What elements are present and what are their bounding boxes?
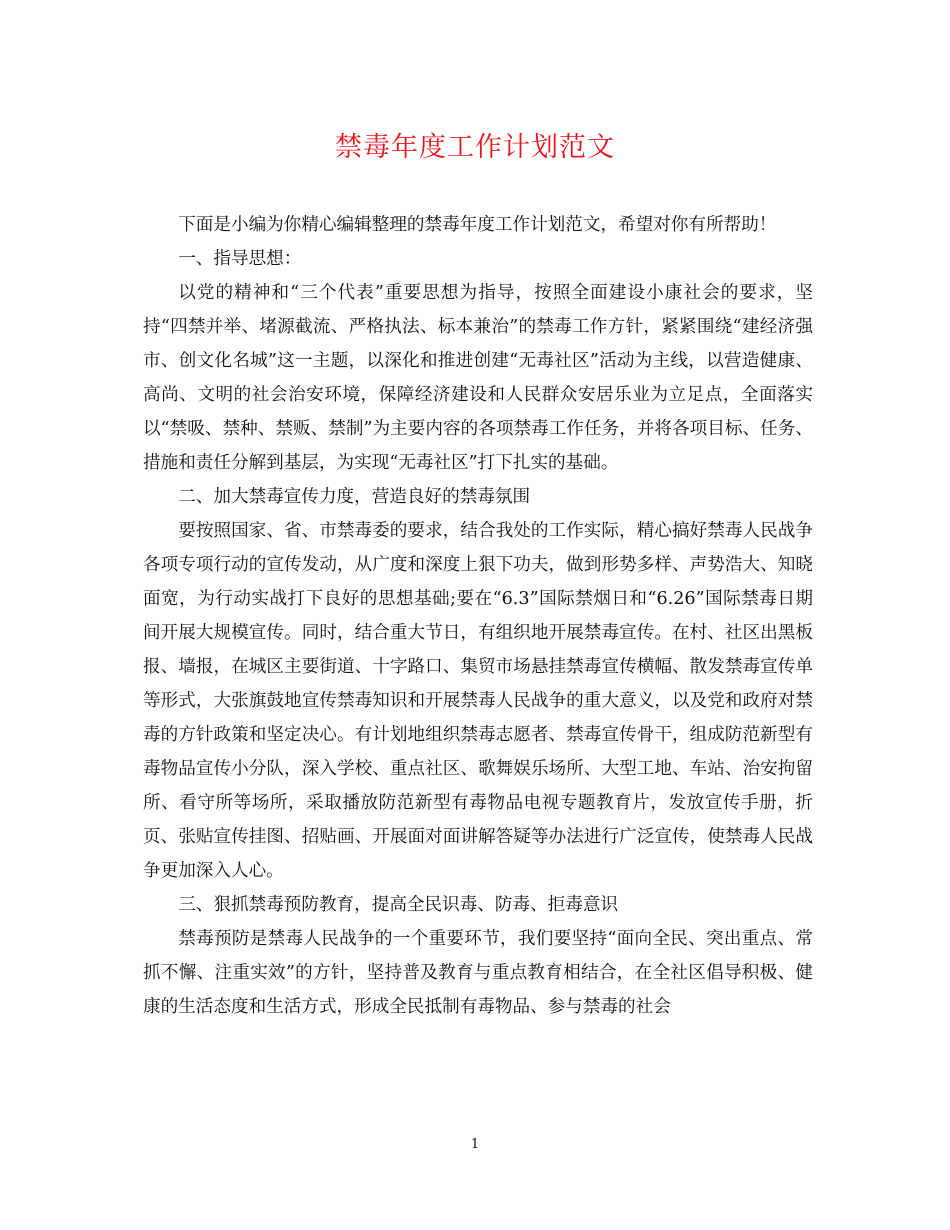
section-heading-1: 一、指导思想： — [178, 249, 302, 269]
section-1-paragraph: 以党的精神和“三个代表”重要思想为指导，按照全面建设小康社会的要求，坚持“四禁并举、堵源截流、严格执法、标本兼治”的禁毒工作方针，紧紧围绕“建经济强市、创文化名城”这一主题，以深化和推进创建“无毒社区”活动为主线，以营造健康、高尚、文明的社会治安环境，保障经济建设和人民群众安居乐业为立足点，全面落实以“禁吸、禁种、禁贩、禁制”为主要内容的各项禁毒工作任务，并将各项目标、任务、措施和责任分解到基层，为实现“无毒社区”打下扎实的基础。 — [143, 283, 813, 473]
section-heading-2: 二、加大禁毒宣传力度，营造良好的禁毒氛围 — [178, 487, 531, 507]
document-body — [143, 208, 813, 1024]
page-number: 1 — [470, 1137, 480, 1152]
section-2-paragraph: 要按照国家、省、市禁毒委的要求，结合我处的工作实际，精心搞好禁毒人民战争各项专项行动的宣传发动，从广度和深度上狠下功夫，做到形势多样、声势浩大、知晓面宽，为行动实战打下良好的思想基础;要在“6.3”国际禁烟日和“6.26”国际禁毒日期间开展大规模宣传。同时，结合重大节日，有组织地开展禁毒宣传。在村、社区出黑板报、墙报，在城区主要街道、十字路口、集贸市场悬挂禁毒宣传横幅、散发禁毒宣传单等形式，大张旗鼓地宣传禁毒知识和开展禁毒人民战争的重大意义，以及党和政府对禁毒的方针政策和坚定决心。有计划地组织禁毒志愿者、禁毒宣传骨干，组成防范新型有毒物品宣传小分队，深入学校、重点社区、歌舞娱乐场所、大型工地、车站、治安拘留所、看守所等场所，采取播放防范新型有毒物品电视专题教育片，发放宣传手册，折页、张贴宣传挂图、招贴画、开展面对面讲解答疑等办法进行广泛宣传，使禁毒人民战争更加深入人心。 — [143, 521, 813, 881]
intro-paragraph: 下面是小编为你精心编辑整理的禁毒年度工作计划范文，希望对你有所帮助！ — [178, 215, 777, 235]
section-3-paragraph: 禁毒预防是禁毒人民战争的一个重要环节，我们要坚持“面向全民、突出重点、常抓不懈、注重实效”的方针，坚持普及教育与重点教育相结合，在全社区倡导积极、健康的生活态度和生活方式，形成全民抵制有毒物品、参与禁毒的社会 — [143, 929, 813, 1017]
document-title: 禁毒年度工作计划范文 — [335, 132, 615, 163]
section-heading-3: 三、狠抓禁毒预防教育，提高全民识毒、防毒、拒毒意识 — [178, 895, 619, 915]
